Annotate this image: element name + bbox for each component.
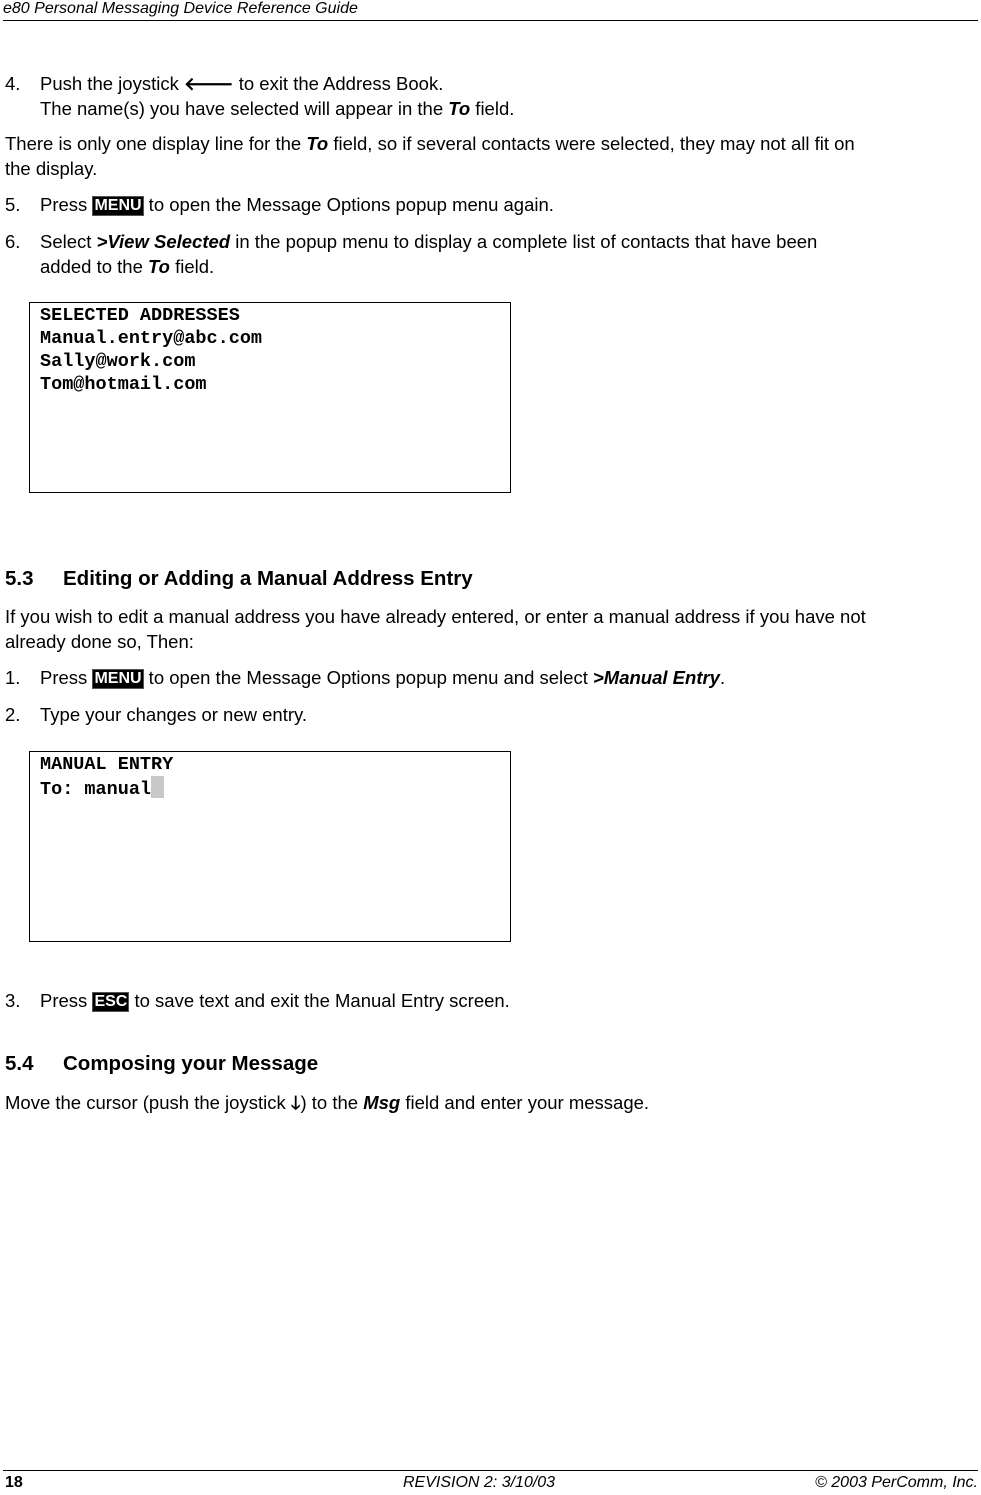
step-number: 4. [5, 73, 21, 94]
arrow-down-icon: 🡓 [290, 1092, 301, 1113]
to-field-value: To: manual [40, 779, 152, 800]
address-entry: Manual.entry@abc.com [40, 328, 263, 349]
page-header [3, 0, 978, 21]
step-text: Press [40, 667, 93, 688]
step-text: The name(s) you have selected will appear in the [40, 98, 449, 119]
step-text: Push the joystick [40, 73, 184, 94]
step-text: Select [40, 231, 97, 252]
paragraph-text: field and enter your message. [400, 1092, 650, 1113]
step-number: 5. [5, 194, 21, 215]
menu-key: MENU [94, 197, 142, 214]
step-number: 1. [5, 667, 21, 688]
screen-title: SELECTED ADDRESSES [40, 305, 240, 326]
step-number: 2. [5, 704, 21, 725]
paragraph-text: Move the cursor (push the joystick [5, 1092, 291, 1113]
field-name-msg: Msg [363, 1092, 401, 1113]
paragraph-text: already done so, Then: [5, 631, 194, 652]
field-name-to: To [306, 133, 329, 154]
paragraph-text: There is only one display line for the [5, 133, 307, 154]
step-text: Type your changes or new entry. [40, 704, 308, 725]
section-number: 5.4 [5, 1052, 34, 1075]
step-number: 6. [5, 231, 21, 252]
section-intro [5, 604, 866, 654]
step-text: to save text and exit the Manual Entry screen. [129, 990, 510, 1011]
copyright: © 2003 PerComm, Inc. [815, 1474, 978, 1491]
address-entry: Sally@work.com [40, 351, 196, 372]
paragraph-text: field, so if several contacts were selected, they may not all fit on [328, 133, 855, 154]
paragraph-display-line [5, 131, 855, 181]
section-title: Editing or Adding a Manual Address Entry [63, 567, 473, 590]
menu-option-manual-entry: >Manual Entry [593, 667, 720, 688]
step-text: to open the Message Options popup menu and select [143, 667, 593, 688]
field-name-to: To [148, 256, 170, 277]
arrow-left-icon: 🡐 [183, 73, 234, 94]
esc-key: ESC [94, 993, 128, 1010]
step-text: field. [169, 256, 215, 277]
section-title: Composing your Message [63, 1052, 319, 1075]
device-screen-selected-addresses [29, 302, 511, 493]
step-text: Press [40, 990, 93, 1011]
step-text: Press [40, 194, 93, 215]
device-screen-manual-entry [29, 751, 511, 942]
step-text: . [719, 667, 726, 688]
step-number: 3. [5, 990, 21, 1011]
to-field-line [40, 776, 164, 801]
step-text: to open the Message Options popup menu again. [143, 194, 554, 215]
screen-title: MANUAL ENTRY [40, 754, 174, 775]
header-title: e80 Personal Messaging Device Reference Guide [3, 0, 358, 17]
step-text: in the popup menu to display a complete list of contacts that have been [230, 231, 818, 252]
step-text: added to the [40, 256, 149, 277]
page-number: 18 [5, 1474, 23, 1491]
step-text: field. [470, 98, 515, 119]
field-name-to: To [448, 98, 471, 119]
address-entry: Tom@hotmail.com [40, 374, 207, 395]
page-footer [3, 1470, 978, 1491]
step-text: to exit the Address Book. [233, 73, 444, 94]
paragraph-text: the display. [5, 158, 98, 179]
menu-option-view-selected: >View Selected [96, 231, 231, 252]
paragraph-text: ) to the [300, 1092, 364, 1113]
text-cursor [151, 776, 164, 798]
revision: REVISION 2: 3/10/03 [403, 1474, 556, 1491]
section-54-paragraph [5, 1090, 649, 1115]
menu-key: MENU [94, 670, 142, 687]
paragraph-text: If you wish to edit a manual address you have already entered, or enter a manual address if you have not [5, 606, 866, 627]
section-number: 5.3 [5, 567, 34, 590]
